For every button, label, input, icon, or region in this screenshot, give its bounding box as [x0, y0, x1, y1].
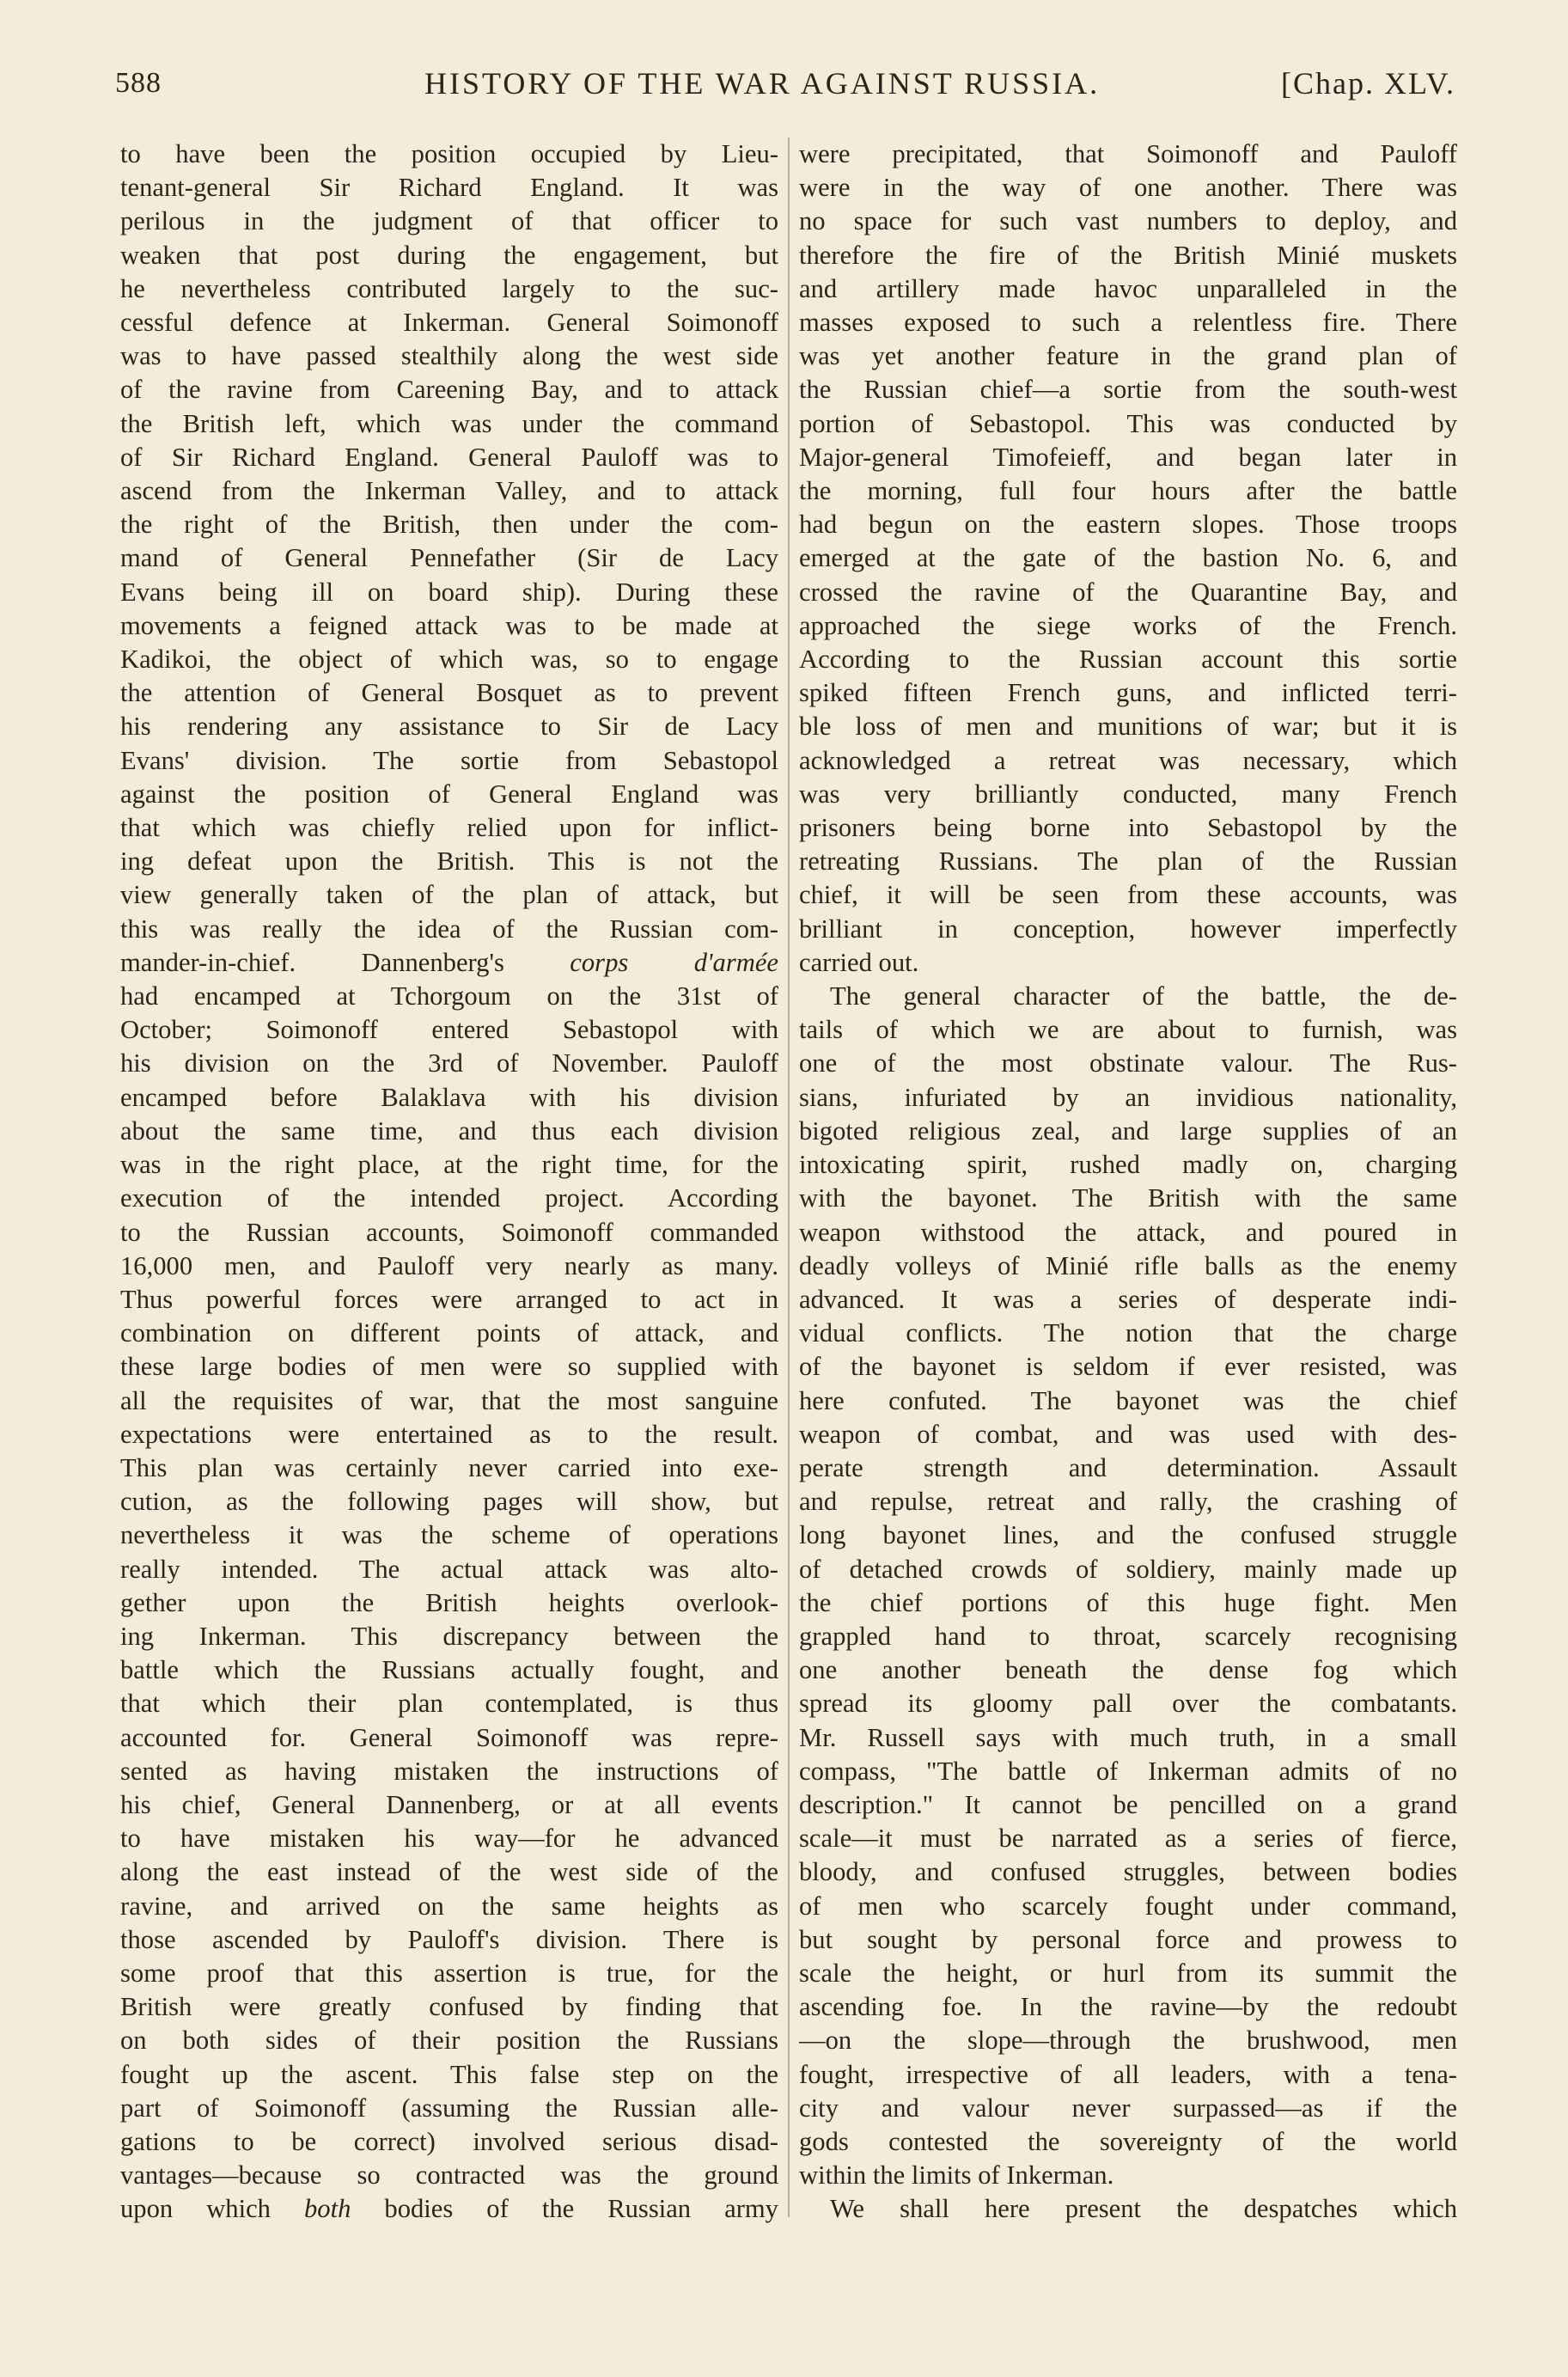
text-line: sented as having mistaken the instructions of [120, 1756, 778, 1786]
text-line: Major-general Timofeieff, and began later in [799, 442, 1457, 472]
column-divider [788, 137, 790, 2217]
text-line: was yet another feature in the grand plan of [799, 341, 1457, 371]
text-line: battle which the Russians actually fought, and [120, 1655, 778, 1685]
text-line: mander-in-chief. Dannenberg's corps d'armée [120, 947, 778, 977]
text-line: weapon of combat, and was used with des- [799, 1419, 1457, 1449]
text-line: ascending foe. In the ravine—by the redoubt [799, 1992, 1457, 2022]
text-line: were in the way of one another. There was [799, 173, 1457, 203]
text-line: were precipitated, that Soimonoff and Pauloff [799, 139, 1457, 168]
text-line: one of the most obstinate valour. The Rus- [799, 1048, 1457, 1079]
text-line: Evans being ill on board ship). During these [120, 577, 778, 607]
text-line: on both sides of their position the Russians [120, 2026, 778, 2056]
text-line: ing Inkerman. This discrepancy between the [120, 1621, 778, 1651]
text-line: upon which both bodies of the Russian army [120, 2194, 778, 2224]
text-line: of the bayonet is seldom if ever resisted, was [799, 1352, 1457, 1382]
text-line: to have mistaken his way—for he advanced [120, 1824, 778, 1854]
page-number: 588 [115, 67, 162, 99]
text-line: fought, irrespective of all leaders, with a tena- [799, 2059, 1457, 2089]
text-line: the Russian chief—a sortie from the south-west [799, 375, 1457, 405]
text-line: spread its gloomy pall over the combatants. [799, 1689, 1457, 1719]
text-line: and repulse, retreat and rally, the crashing of [799, 1487, 1457, 1517]
text-line: description." It cannot be pencilled on a grand [799, 1789, 1457, 1819]
text-line: This plan was certainly never carried into exe- [120, 1452, 778, 1482]
text-line: was in the right place, at the right time, for the [120, 1150, 778, 1180]
text-line: of the ravine from Careening Bay, and to attack [120, 375, 778, 405]
text-line: his chief, General Dannenberg, or at all events [120, 1789, 778, 1819]
text-line: had encamped at Tchorgoum on the 31st of [120, 981, 778, 1011]
text-line: compass, "The battle of Inkerman admits of no [799, 1756, 1457, 1786]
text-line: had begun on the eastern slopes. Those troops [799, 510, 1457, 540]
text-line: emerged at the gate of the bastion No. 6, and [799, 543, 1457, 573]
text-line: view generally taken of the plan of attack, but [120, 880, 778, 910]
text-line: to have been the position occupied by Lieu- [120, 139, 778, 168]
right-text-column [799, 137, 1457, 2227]
text-line: nevertheless it was the scheme of operations [120, 1520, 778, 1550]
text-line: vantages—because so contracted was the ground [120, 2160, 778, 2191]
text-line: therefore the fire of the British Minié muskets [799, 240, 1457, 270]
text-line: accounted for. General Soimonoff was repre- [120, 1722, 778, 1752]
text-line: According to the Russian account this sortie [799, 645, 1457, 675]
text-line: gods contested the sovereignty of the world [799, 2126, 1457, 2156]
text-line: chief, it will be seen from these accounts, was [799, 880, 1457, 910]
text-line: combination on different points of attack, and [120, 1318, 778, 1348]
text-line: spiked fifteen French guns, and inflicted terri- [799, 678, 1457, 708]
text-line: gether upon the British heights overlook- [120, 1587, 778, 1617]
text-line: gations to be correct) involved serious disad- [120, 2126, 778, 2156]
text-line: the British left, which was under the command [120, 408, 778, 438]
chapter-reference: [Chap. XLV. [1280, 66, 1455, 101]
text-line: perilous in the judgment of that officer to [120, 206, 778, 236]
text-line: cution, as the following pages will show, but [120, 1487, 778, 1517]
text-line: —on the slope—through the brushwood, men [799, 2026, 1457, 2056]
running-header [115, 62, 1455, 113]
text-line: he nevertheless contributed largely to the suc- [120, 273, 778, 303]
text-line: these large bodies of men were so supplied with [120, 1352, 778, 1382]
text-line: portion of Sebastopol. This was conducted by [799, 408, 1457, 438]
text-line: about the same time, and thus each division [120, 1115, 778, 1146]
text-line: mand of General Pennefather (Sir de Lacy [120, 543, 778, 573]
text-line: sians, infuriated by an invidious nationality, [799, 1082, 1457, 1112]
text-line: perate strength and determination. Assault [799, 1452, 1457, 1482]
text-line: weaken that post during the engagement, but [120, 240, 778, 270]
text-line: one another beneath the dense fog which [799, 1655, 1457, 1685]
text-line: here confuted. The bayonet was the chief [799, 1385, 1457, 1415]
text-line: movements a feigned attack was to be made at [120, 610, 778, 640]
text-line: the chief portions of this huge fight. Men [799, 1587, 1457, 1617]
text-line: masses exposed to such a relentless fire. There [799, 308, 1457, 338]
text-line: ing defeat upon the British. This is not the [120, 846, 778, 877]
text-line: We shall here present the despatches which [830, 2194, 1457, 2224]
text-line: the morning, full four hours after the battle [799, 476, 1457, 506]
text-line: that which was chiefly relied upon for inflict- [120, 813, 778, 843]
text-line: execution of the intended project. According [120, 1183, 778, 1213]
text-line: scale—it must be narrated as a series of fierce, [799, 1824, 1457, 1854]
text-line: British were greatly confused by finding that [120, 1992, 778, 2022]
text-line: scale the height, or hurl from its summit the [799, 1958, 1457, 1988]
text-line: city and valour never surpassed—as if the [799, 2093, 1457, 2123]
text-line: weapon withstood the attack, and poured in [799, 1217, 1457, 1247]
text-line: Kadikoi, the object of which was, so to engage [120, 645, 778, 675]
text-line: his division on the 3rd of November. Pauloff [120, 1048, 778, 1079]
text-line: ravine, and arrived on the same heights as [120, 1891, 778, 1921]
text-line: no space for such vast numbers to deploy, and [799, 206, 1457, 236]
text-line: within the limits of Inkerman. [799, 2160, 1114, 2191]
text-line: advanced. It was a series of desperate indi- [799, 1284, 1457, 1314]
text-line: and artillery made havoc unparalleled in the [799, 273, 1457, 303]
text-line: bigoted religious zeal, and large supplies of an [799, 1115, 1457, 1146]
text-line: approached the siege works of the French. [799, 610, 1457, 640]
text-line: fought up the ascent. This false step on the [120, 2059, 778, 2089]
text-line: acknowledged a retreat was necessary, which [799, 745, 1457, 775]
text-line: crossed the ravine of the Quarantine Bay, and [799, 577, 1457, 607]
text-line: deadly volleys of Minié rifle balls as the enemy [799, 1250, 1457, 1280]
text-line: against the position of General England was [120, 779, 778, 809]
text-line: ble loss of men and munitions of war; but it is [799, 712, 1457, 742]
text-line: Mr. Russell says with much truth, in a small [799, 1722, 1457, 1752]
text-line: expectations were entertained as to the result. [120, 1419, 778, 1449]
text-line: to the Russian accounts, Soimonoff commanded [120, 1217, 778, 1247]
text-line: the right of the British, then under the com- [120, 510, 778, 540]
text-line: those ascended by Pauloff's division. There is [120, 1924, 778, 1954]
text-line: The general character of the battle, the de- [830, 981, 1457, 1011]
text-line: of men who scarcely fought under command, [799, 1891, 1457, 1921]
text-line: carried out. [799, 947, 919, 977]
text-line: really intended. The actual attack was alto- [120, 1554, 778, 1584]
text-line: tails of which we are about to furnish, was [799, 1015, 1457, 1045]
text-line: long bayonet lines, and the confused struggle [799, 1520, 1457, 1550]
text-line: tenant-general Sir Richard England. It was [120, 173, 778, 203]
text-line: Evans' division. The sortie from Sebastopol [120, 745, 778, 775]
text-line: but sought by personal force and prowess to [799, 1924, 1457, 1954]
text-line: intoxicating spirit, rushed madly on, charging [799, 1150, 1457, 1180]
text-line: along the east instead of the west side of the [120, 1857, 778, 1887]
text-line: this was really the idea of the Russian com- [120, 914, 778, 944]
text-line: Thus powerful forces were arranged to act in [120, 1284, 778, 1314]
text-line: brilliant in conception, however imperfectly [799, 914, 1457, 944]
text-line: part of Soimonoff (assuming the Russian alle- [120, 2093, 778, 2123]
text-line: some proof that this assertion is true, for the [120, 1958, 778, 1988]
text-line: was very brilliantly conducted, many French [799, 779, 1457, 809]
text-line: was to have passed stealthily along the west side [120, 341, 778, 371]
text-line: 16,000 men, and Pauloff very nearly as many. [120, 1250, 778, 1280]
text-line: ascend from the Inkerman Valley, and to attack [120, 476, 778, 506]
left-text-column [120, 137, 778, 2227]
text-line: vidual conflicts. The notion that the charge [799, 1318, 1457, 1348]
text-line: that which their plan contemplated, is thus [120, 1689, 778, 1719]
text-line: encamped before Balaklava with his division [120, 1082, 778, 1112]
text-line: prisoners being borne into Sebastopol by the [799, 813, 1457, 843]
text-line: with the bayonet. The British with the same [799, 1183, 1457, 1213]
running-title: HISTORY OF THE WAR AGAINST RUSSIA. [424, 66, 1101, 101]
text-line: of detached crowds of soldiery, mainly made up [799, 1554, 1457, 1584]
text-line: all the requisites of war, that the most sanguine [120, 1385, 778, 1415]
text-line: cessful defence at Inkerman. General Soimonoff [120, 308, 778, 338]
text-line: the attention of General Bosquet as to prevent [120, 678, 778, 708]
text-line: of Sir Richard England. General Pauloff was to [120, 442, 778, 472]
text-line: October; Soimonoff entered Sebastopol with [120, 1015, 778, 1045]
text-line: his rendering any assistance to Sir de Lacy [120, 712, 778, 742]
text-line: grappled hand to throat, scarcely recognising [799, 1621, 1457, 1651]
text-line: retreating Russians. The plan of the Russian [799, 846, 1457, 877]
text-line: bloody, and confused struggles, between bodies [799, 1857, 1457, 1887]
